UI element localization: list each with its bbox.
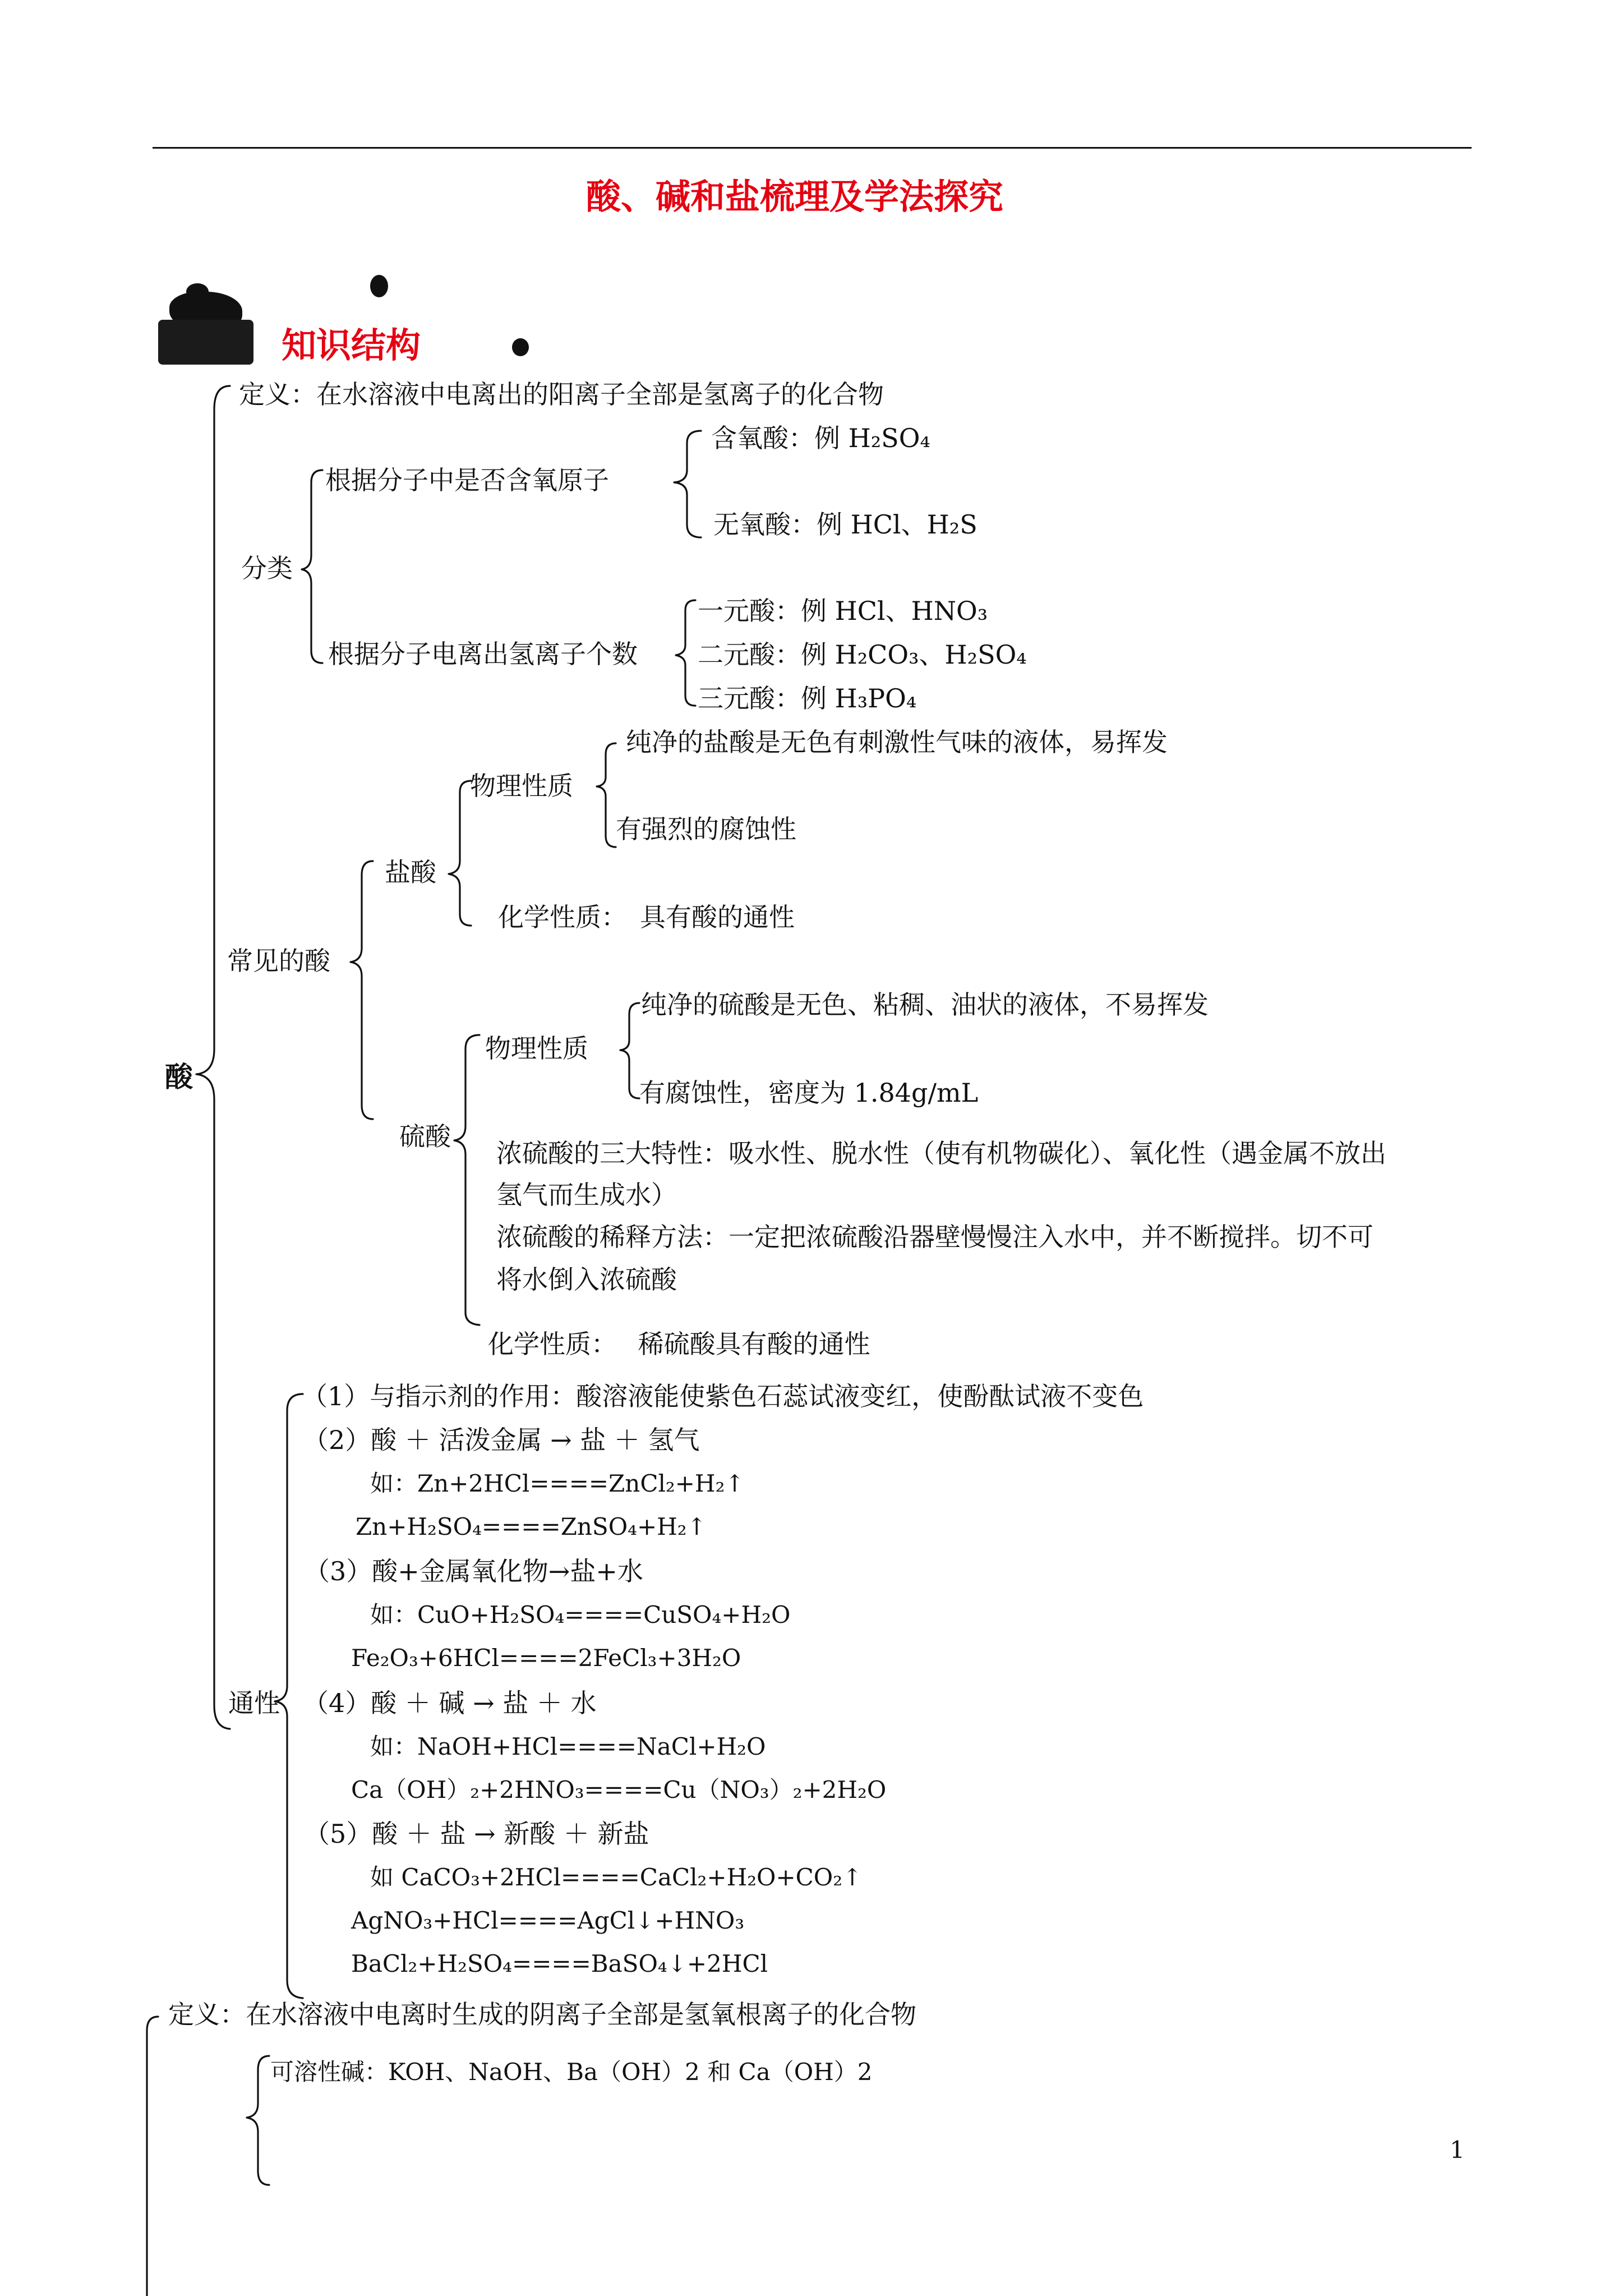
classification-label: 分类 bbox=[241, 553, 293, 583]
classification-brace bbox=[302, 470, 322, 663]
reaction-equation: Zn+H₂SO₄====ZnSO₄+H₂↑ bbox=[356, 1513, 707, 1540]
h2so4-physical-brace bbox=[620, 1003, 639, 1098]
by-oxygen-label: 根据分子中是否含氧原子 bbox=[325, 465, 609, 495]
general-item: （5）酸 ＋ 盐 → 新酸 ＋ 新盐 bbox=[304, 1819, 649, 1849]
soluble-base: 可溶性碱：KOH、NaOH、Ba（OH）2 和 Ca（OH）2 bbox=[270, 2058, 873, 2086]
h2so4-physical-1: 纯净的硫酸是无色、粘稠、油状的液体，不易挥发 bbox=[641, 990, 1209, 1020]
reaction-equation: 如：NaOH+HCl====NaCl+H₂O bbox=[370, 1733, 766, 1760]
hcl-brace bbox=[449, 781, 471, 926]
reaction-equation: 如：Zn+2HCl====ZnCl₂+H₂↑ bbox=[370, 1470, 745, 1497]
base-brace bbox=[147, 2017, 158, 2296]
general-item: （3）酸+金属氧化物→盐+水 bbox=[304, 1556, 643, 1586]
hcl-physical-1: 纯净的盐酸是无色有刺激性气味的液体，易挥发 bbox=[626, 727, 1168, 757]
hcl-physical-2: 有强烈的腐蚀性 bbox=[616, 814, 796, 844]
h2so4-physical-label: 物理性质 bbox=[485, 1033, 588, 1064]
h2so4-chemical: 化学性质： 稀硫酸具有酸的通性 bbox=[488, 1329, 870, 1359]
base-definition: 定义：在水溶液中电离时生成的阴离子全部是氢氧根离子的化合物 bbox=[168, 1999, 916, 2030]
reaction-equation: Ca（OH）₂+2HNO₃====Cu（NO₃）₂+2H₂O bbox=[351, 1776, 887, 1803]
reaction-equation: Fe₂O₃+6HCl====2FeCl₃+3H₂O bbox=[351, 1644, 741, 1672]
reaction-equation: 如 CaCO₃+2HCl====CaCl₂+H₂O+CO₂↑ bbox=[370, 1864, 863, 1891]
h2so4-physical-2: 有腐蚀性，密度为 1.84g/mL bbox=[639, 1078, 979, 1108]
h2so4-three-properties-2: 氢气而生成水） bbox=[496, 1180, 677, 1210]
general-label: 通性 bbox=[228, 1688, 280, 1718]
soluble-base-brace bbox=[247, 2056, 269, 2185]
h2so4-label: 硫酸 bbox=[399, 1121, 451, 1152]
general-item: （2）酸 ＋ 活泼金属 → 盐 ＋ 氢气 bbox=[303, 1425, 700, 1455]
general-item: （1）与指示剂的作用：酸溶液能使紫色石蕊试液变红，使酚酞试液不变色 bbox=[302, 1381, 1144, 1411]
hcl-chemical: 化学性质： 具有酸的通性 bbox=[498, 902, 795, 932]
acid-brace bbox=[196, 386, 230, 1729]
dibasic-acid: 二元酸：例 H₂CO₃、H₂SO₄ bbox=[698, 639, 1027, 670]
hcl-label: 盐酸 bbox=[385, 857, 436, 887]
reaction-equation: 如：CuO+H₂SO₄====CuSO₄+H₂O bbox=[370, 1601, 791, 1628]
oxygen-brace bbox=[674, 431, 701, 537]
by-hydrogen-label: 根据分子电离出氢离子个数 bbox=[328, 639, 638, 669]
h2so4-brace bbox=[454, 1035, 479, 1325]
h2so4-three-properties-1: 浓硫酸的三大特性：吸水性、脱水性（使有机物碳化）、氧化性（遇金属不放出 bbox=[496, 1138, 1386, 1168]
oxy-acid: 含氧酸：例 H₂SO₄ bbox=[711, 423, 930, 453]
reaction-equation: BaCl₂+H₂SO₄====BaSO₄↓+2HCl bbox=[351, 1950, 768, 1977]
hydrogen-brace bbox=[676, 600, 695, 706]
section-title: 知识结构 bbox=[282, 325, 421, 366]
tribasic-acid: 三元酸：例 H₃PO₄ bbox=[698, 683, 917, 714]
page-number: 1 bbox=[1450, 2136, 1465, 2164]
h2so4-dilution-1: 浓硫酸的稀释方法：一定把浓硫酸沿器壁慢慢注入水中，并不断搅拌。切不可 bbox=[496, 1222, 1373, 1252]
hcl-physical-brace bbox=[597, 743, 616, 847]
acid-definition: 定义：在水溶液中电离出的阳离子全部是氢离子的化合物 bbox=[239, 379, 884, 409]
h2so4-dilution-2: 将水倒入浓硫酸 bbox=[496, 1264, 677, 1295]
common-acid-label: 常见的酸 bbox=[227, 946, 330, 976]
common-acid-brace bbox=[351, 861, 373, 1119]
acid-label: 酸 bbox=[165, 1060, 193, 1093]
reaction-equation: AgNO₃+HCl====AgCl↓+HNO₃ bbox=[351, 1907, 745, 1934]
nonoxy-acid: 无氧酸：例 HCl、H₂S bbox=[713, 509, 978, 540]
page-title: 酸、碱和盐梳理及学法探究 bbox=[586, 176, 1004, 217]
monobasic-acid: 一元酸：例 HCl、HNO₃ bbox=[698, 596, 988, 626]
general-item: （4）酸 ＋ 碱 → 盐 ＋ 水 bbox=[303, 1688, 597, 1718]
hcl-physical-label: 物理性质 bbox=[470, 771, 573, 801]
